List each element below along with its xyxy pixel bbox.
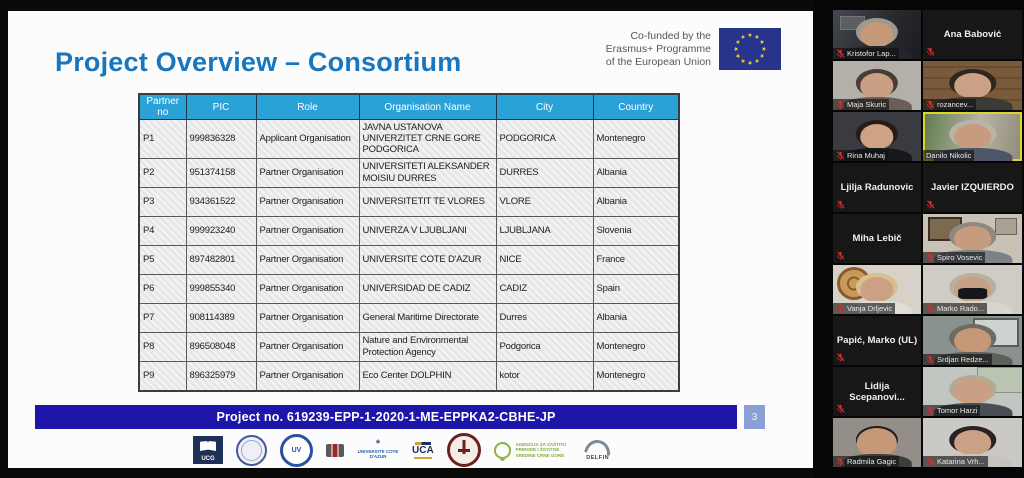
- consortium-table: [138, 93, 680, 392]
- partner-logos-strip: [193, 433, 611, 467]
- table-cell: 897482801: [186, 245, 256, 274]
- table-cell: P5: [139, 245, 186, 274]
- participant-name-label: [833, 48, 899, 59]
- participant-avatar: [860, 73, 893, 98]
- participant-avatar: [860, 124, 893, 149]
- table-cell: Partner Organisation: [256, 332, 359, 361]
- participant-name-label: Ana Babović: [943, 29, 1002, 40]
- participant-tile[interactable]: [833, 265, 921, 314]
- table-row: [139, 245, 679, 274]
- table-cell: P8: [139, 332, 186, 361]
- logo-label: * UNIVERSITE COTE D'AZUR: [357, 449, 399, 459]
- table-cell: CADIZ: [496, 274, 593, 303]
- table-row: [139, 303, 679, 332]
- eu-star-icon: ★: [739, 33, 748, 42]
- participant-avatar: [954, 430, 992, 455]
- table-cell: Applicant Organisation: [256, 120, 359, 159]
- logo-cote-dazur-icon: [357, 441, 399, 459]
- table-cell: P7: [139, 303, 186, 332]
- video-call-sidebar: [813, 0, 1024, 478]
- participant-name: Srdjan Redze...: [937, 355, 989, 364]
- table-row: [139, 158, 679, 187]
- eu-text-line: of the European Union: [605, 55, 711, 68]
- table-cell: P2: [139, 158, 186, 187]
- project-number-bar: Project no. 619239-EPP-1-2020-1-ME-EPPKA2-CBHE-JP: [35, 405, 737, 429]
- eu-text-line: Erasmus+ Programme: [605, 42, 711, 55]
- muted-mic-icon: [836, 49, 845, 58]
- muted-mic-icon: [836, 100, 845, 109]
- participant-avatar: [954, 124, 992, 149]
- participant-name: Danilo Nikolic: [926, 151, 972, 160]
- table-cell: Eco Center DOLPHIN: [359, 361, 496, 391]
- slide-page-number: 3: [744, 405, 765, 429]
- participant-tile[interactable]: [923, 418, 1022, 467]
- table-cell: Slovenia: [593, 216, 679, 245]
- table-cell: France: [593, 245, 679, 274]
- table-cell: 999855340: [186, 274, 256, 303]
- logo-ucg-icon: [193, 436, 223, 464]
- table-cell: PODGORICA: [496, 120, 593, 159]
- participant-name: Maja Skuric: [847, 100, 887, 109]
- participant-name-label: [923, 303, 987, 314]
- participant-name: Spiro Vosevic: [937, 253, 983, 262]
- table-row: [139, 332, 679, 361]
- participant-name-label: [833, 303, 895, 314]
- participant-tile[interactable]: [923, 10, 1022, 59]
- participant-tile[interactable]: [833, 418, 921, 467]
- muted-mic-icon: [926, 355, 935, 364]
- table-cell: UNIVERSITETI ALEKSANDER MOISIU DURRES: [359, 158, 496, 187]
- logo-label: UCA: [412, 444, 434, 456]
- table-cell: VLORE: [496, 187, 593, 216]
- participant-avatar: [860, 22, 893, 47]
- participant-name: Vanja Drljevic: [847, 304, 893, 313]
- participant-name-label: Papić, Marko (UL): [836, 335, 918, 346]
- logo-seal-uv-icon: [280, 434, 313, 467]
- participant-avatar: [954, 73, 992, 98]
- table-row: [139, 274, 679, 303]
- participant-name: Kristofor Lap...: [847, 49, 896, 58]
- table-cell: Albania: [593, 187, 679, 216]
- shared-screen-slide: [8, 11, 813, 468]
- participant-tile[interactable]: [833, 61, 921, 110]
- table-cell: JAVNA USTANOVA UNIVERZITET CRNE GORE PODGORICA: [359, 120, 496, 159]
- muted-mic-icon: [836, 404, 845, 413]
- column-header: Organisation Name: [359, 94, 496, 120]
- participant-avatar: [857, 428, 897, 457]
- table-cell: kotor: [496, 361, 593, 391]
- participant-name-label: [923, 456, 988, 467]
- column-header: City: [496, 94, 593, 120]
- muted-mic-icon: [836, 151, 845, 160]
- eu-star-icon: ★: [757, 51, 766, 60]
- column-header: Partner no: [139, 94, 186, 120]
- table-cell: UNIVERSITETIT TE VLORES: [359, 187, 496, 216]
- table-cell: LJUBLJANA: [496, 216, 593, 245]
- participant-tile[interactable]: [923, 214, 1022, 263]
- logo-crest-icon: [326, 444, 344, 457]
- muted-mic-icon: [926, 47, 935, 56]
- table-cell: P9: [139, 361, 186, 391]
- muted-mic-icon: [926, 457, 935, 466]
- participant-tile[interactable]: [833, 163, 921, 212]
- muted-mic-icon: [836, 353, 845, 362]
- table-row: [139, 120, 679, 159]
- table-cell: Montenegro: [593, 120, 679, 159]
- eu-star-icon: ★: [734, 51, 743, 60]
- table-cell: Partner Organisation: [256, 361, 359, 391]
- participant-name-label: Ljilja Radunovic: [840, 182, 914, 193]
- participant-name-label: Miha Lebič: [852, 233, 902, 244]
- column-header: Country: [593, 94, 679, 120]
- table-cell: UNIVERSIDAD DE CADIZ: [359, 274, 496, 303]
- column-header: PIC: [186, 94, 256, 120]
- muted-mic-icon: [836, 251, 845, 260]
- eu-star-icon: ★: [739, 56, 748, 65]
- participant-name: Katarina Vrh...: [937, 457, 985, 466]
- logo-label: UV: [291, 446, 302, 454]
- table-row: [139, 361, 679, 391]
- table-cell: P3: [139, 187, 186, 216]
- muted-mic-icon: [836, 200, 845, 209]
- consortium-table-wrap: [138, 93, 680, 392]
- table-cell: Nature and Environmental Protection Agency: [359, 332, 496, 361]
- column-header: Role: [256, 94, 359, 120]
- participant-tile[interactable]: [923, 61, 1022, 110]
- participant-tile[interactable]: [833, 367, 921, 416]
- table-cell: Partner Organisation: [256, 187, 359, 216]
- table-cell: NICE: [496, 245, 593, 274]
- table-cell: Albania: [593, 303, 679, 332]
- table-cell: UNIVERSITE COTE D'AZUR: [359, 245, 496, 274]
- participant-name: rozancev...: [937, 100, 974, 109]
- page-title: Project Overview – Consortium: [55, 47, 462, 77]
- table-cell: 999836328: [186, 120, 256, 159]
- participant-avatar: [954, 328, 992, 353]
- logo-maritime-seal-icon: [447, 433, 481, 467]
- eu-flag-icon: ★ ★ ★ ★ ★ ★ ★ ★ ★ ★ ★ ★: [719, 28, 781, 70]
- table-cell: P6: [139, 274, 186, 303]
- table-cell: Partner Organisation: [256, 216, 359, 245]
- table-cell: Montenegro: [593, 361, 679, 391]
- participants-grid: [833, 10, 1022, 467]
- participant-name: Tomor Harzi: [937, 406, 978, 415]
- participant-tile[interactable]: [833, 214, 921, 263]
- eu-cofunded-logo: [593, 28, 781, 70]
- participant-avatar: [954, 226, 992, 251]
- muted-mic-icon: [836, 304, 845, 313]
- participant-avatar: [860, 277, 893, 302]
- table-cell: UNIVERZA V LJUBLJANI: [359, 216, 496, 245]
- participant-tile[interactable]: [833, 316, 921, 365]
- muted-mic-icon: [926, 406, 935, 415]
- participant-name-label: [833, 99, 889, 110]
- table-cell: 951374158: [186, 158, 256, 187]
- table-cell: 896508048: [186, 332, 256, 361]
- table-cell: Durres: [496, 303, 593, 332]
- logo-seal-uamd-icon: [236, 435, 267, 466]
- participant-tile[interactable]: [923, 316, 1022, 365]
- participant-name-label: Lidija Scepanovi...: [849, 380, 905, 403]
- participant-name: Marko Rado...: [937, 304, 985, 313]
- participant-name-label: [923, 99, 976, 110]
- muted-mic-icon: [926, 304, 935, 313]
- table-cell: Partner Organisation: [256, 245, 359, 274]
- participant-name: Rina Muhaj: [847, 151, 885, 160]
- participant-tile[interactable]: [923, 367, 1022, 416]
- participant-name-label: [923, 252, 985, 263]
- participant-tile[interactable]: [833, 10, 921, 59]
- participant-tile[interactable]: [923, 112, 1022, 161]
- muted-mic-icon: [926, 200, 935, 209]
- table-cell: Montenegro: [593, 332, 679, 361]
- participant-tile[interactable]: [923, 265, 1022, 314]
- participant-tile[interactable]: [833, 112, 921, 161]
- table-cell: Partner Organisation: [256, 303, 359, 332]
- eu-star-icon: ★: [757, 38, 766, 47]
- table-cell: General Maritime Directorate: [359, 303, 496, 332]
- table-cell: Partner Organisation: [256, 158, 359, 187]
- logo-label: UCG: [201, 456, 215, 462]
- logo-uca-icon: [412, 442, 434, 459]
- table-cell: Spain: [593, 274, 679, 303]
- eu-star-icon: ★: [734, 38, 743, 47]
- table-cell: 896325979: [186, 361, 256, 391]
- participant-name-label: Javier IZQUIERDO: [931, 182, 1014, 193]
- participant-name-label: [833, 150, 888, 161]
- participant-name-label: [923, 354, 992, 365]
- eu-cofunded-text: [593, 30, 711, 69]
- muted-mic-icon: [926, 100, 935, 109]
- muted-mic-icon: [836, 457, 845, 466]
- eu-star-icon: ★: [752, 56, 761, 65]
- table-cell: Partner Organisation: [256, 274, 359, 303]
- table-cell: DURRES: [496, 158, 593, 187]
- table-cell: Albania: [593, 158, 679, 187]
- table-cell: 908114389: [186, 303, 256, 332]
- table-cell: 999923240: [186, 216, 256, 245]
- participant-name: Radmila Gagic: [847, 457, 897, 466]
- table-cell: Podgorica: [496, 332, 593, 361]
- table-cell: P4: [139, 216, 186, 245]
- logo-env-agency-icon: [494, 442, 572, 459]
- participant-name-label: [923, 150, 974, 161]
- participant-avatar: [954, 277, 992, 302]
- participant-tile[interactable]: [923, 163, 1022, 212]
- table-header-row: [139, 94, 679, 120]
- table-cell: 934361522: [186, 187, 256, 216]
- eu-text-line: Co-funded by the: [630, 29, 711, 42]
- participant-name-label: [833, 456, 899, 467]
- logo-label: DELFIN: [586, 454, 610, 461]
- participant-avatar: [954, 379, 992, 404]
- table-row: [139, 216, 679, 245]
- logo-label: AGENCIJA ZA ZAŠTITU PRIRODE I ŽIVOTNE SREDINE CRNE GORE: [515, 441, 567, 458]
- logo-delfin-icon: [585, 440, 611, 461]
- table-cell: P1: [139, 120, 186, 159]
- participant-name-label: [923, 405, 980, 416]
- table-row: [139, 187, 679, 216]
- muted-mic-icon: [926, 253, 935, 262]
- eu-star-icon: ★: [752, 33, 761, 42]
